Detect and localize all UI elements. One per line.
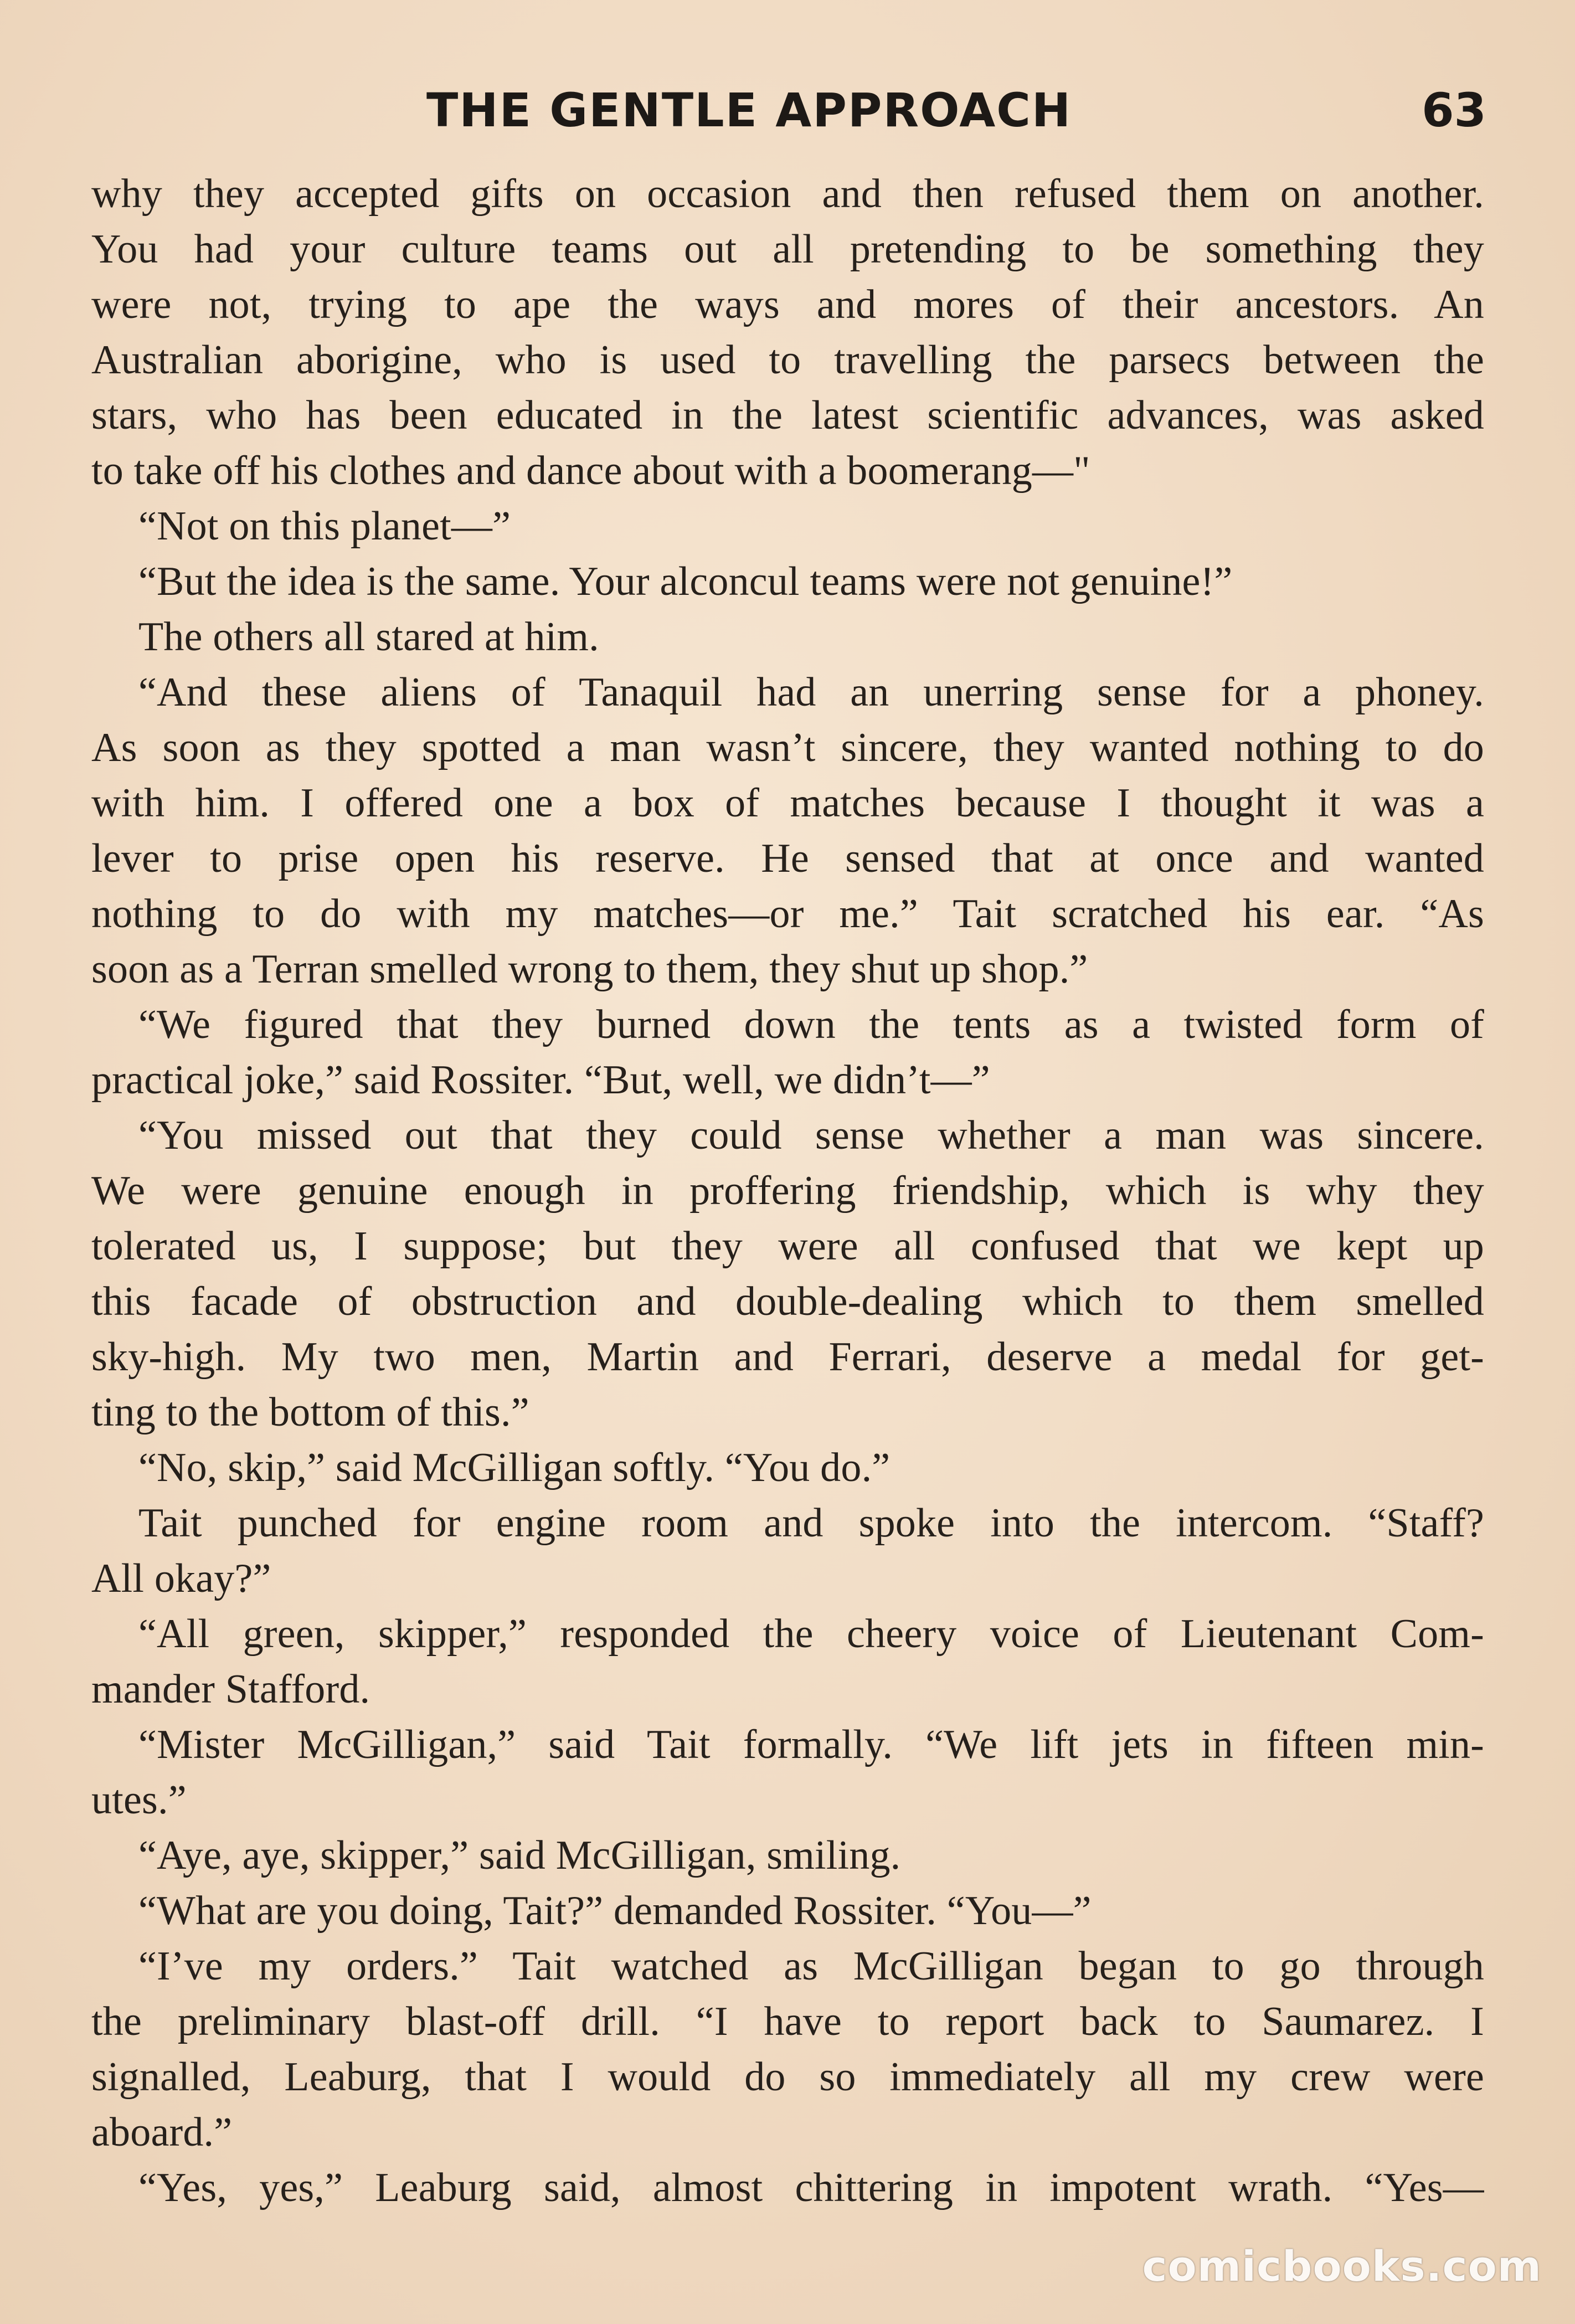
running-title: THE GENTLE APPROACH <box>426 83 1072 137</box>
text-line: sky-high. My two men, Martin and Ferrari, deserve a medal for get- <box>91 1334 1484 1380</box>
text-line: aboard.” <box>91 2110 233 2155</box>
text-line: stars, who has been educated in the latest scientific advances, was asked <box>91 393 1484 438</box>
text-line: We were genuine enough in proffering friendship, which is why they <box>91 1168 1484 1214</box>
text-line: ting to the bottom of this.” <box>91 1390 529 1435</box>
body-text <box>91 166 1484 2215</box>
text-line: this facade of obstruction and double-dealing which to them smelled <box>91 1279 1484 1324</box>
text-line: “We figured that they burned down the tents as a twisted form of <box>138 1002 1484 1047</box>
text-line: “You missed out that they could sense whether a man was sincere. <box>138 1113 1484 1158</box>
text-line: mander Stafford. <box>91 1667 370 1712</box>
text-line: soon as a Terran smelled wrong to them, they shut up shop.” <box>91 947 1088 992</box>
text-line: nothing to do with my matches—or me.” Tait scratched his ear. “As <box>91 891 1484 937</box>
text-line: signalled, Leaburg, that I would do so immediately all my crew were <box>91 2054 1484 2100</box>
text-line: practical joke,” said Rossiter. “But, well, we didn’t—” <box>91 1057 990 1103</box>
running-header <box>91 83 1486 155</box>
text-line: “Yes, yes,” Leaburg said, almost chittering in impotent wrath. “Yes— <box>138 2165 1484 2210</box>
text-line: why they accepted gifts on occasion and then refused them on another. <box>91 171 1484 217</box>
text-line: “Aye, aye, skipper,” said McGilligan, smiling. <box>138 1833 901 1878</box>
text-line: “All green, skipper,” responded the cheery voice of Lieutenant Com- <box>138 1611 1484 1657</box>
text-line: utes.” <box>91 1777 187 1823</box>
text-line: with him. I offered one a box of matches because I thought it was a <box>91 780 1484 826</box>
text-line: Australian aborigine, who is used to travelling the parsecs between the <box>91 337 1484 383</box>
text-line: As soon as they spotted a man wasn’t sincere, they wanted nothing to do <box>91 725 1484 770</box>
text-line: “No, skip,” said McGilligan softly. “You do.” <box>138 1445 891 1490</box>
text-line: lever to prise open his reserve. He sensed that at once and wanted <box>91 836 1484 881</box>
text-line: “I’ve my orders.” Tait watched as McGilligan began to go through <box>138 1943 1484 1989</box>
text-line: “Not on this planet—” <box>138 503 511 549</box>
text-line: Tait punched for engine room and spoke into the intercom. “Staff? <box>138 1500 1484 1546</box>
text-line: were not, trying to ape the ways and mores of their ancestors. An <box>91 282 1484 327</box>
text-line: “Mister McGilligan,” said Tait formally. “We lift jets in fifteen min- <box>138 1722 1484 1767</box>
text-line: You had your culture teams out all pretending to be something they <box>91 227 1484 272</box>
text-line: “What are you doing, Tait?” demanded Rossiter. “You—” <box>138 1888 1092 1934</box>
text-line: The others all stared at him. <box>138 614 599 660</box>
text-line: “But the idea is the same. Your alconcul teams were not genuine!” <box>138 559 1233 604</box>
text-line: to take off his clothes and dance about with a boomerang—" <box>91 448 1090 493</box>
text-line: tolerated us, I suppose; but they were all confused that we kept up <box>91 1223 1484 1269</box>
text-line: the preliminary blast-off drill. “I have to report back to Saumarez. I <box>91 1999 1484 2044</box>
text-line: “And these aliens of Tanaquil had an unerring sense for a phoney. <box>138 670 1484 715</box>
text-line: All okay?” <box>91 1556 271 1601</box>
watermark: comicbooks.com <box>1142 2241 1542 2291</box>
page-number: 63 <box>1422 83 1486 137</box>
